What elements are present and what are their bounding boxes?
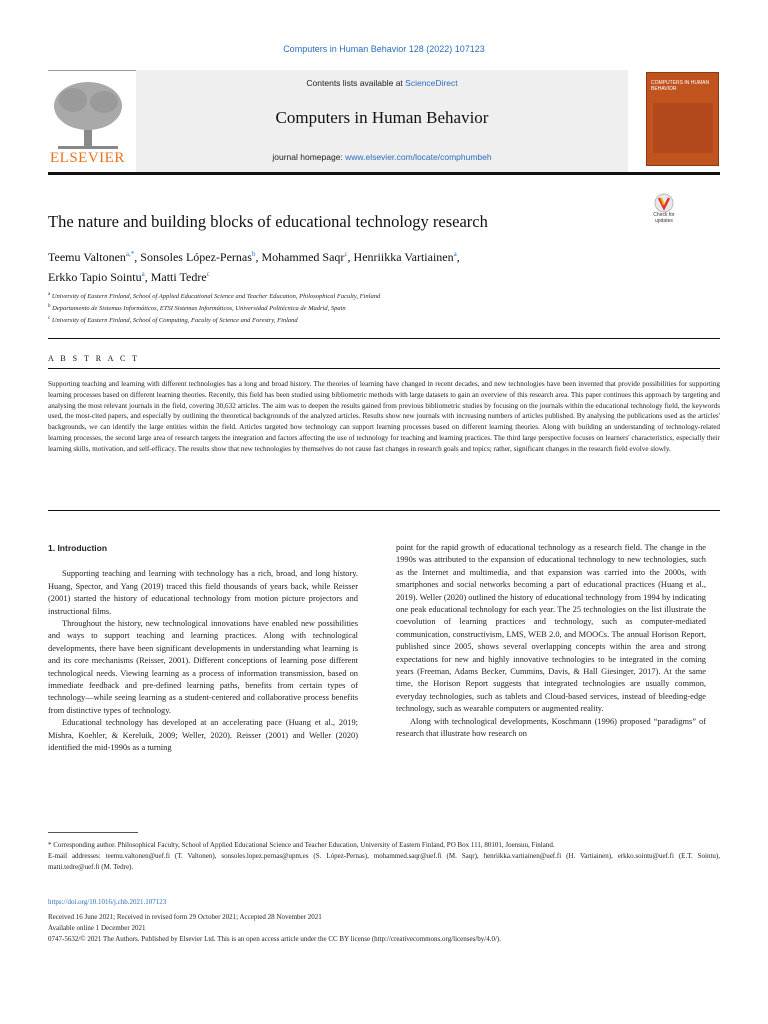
sciencedirect-link[interactable]: ScienceDirect	[405, 78, 458, 88]
affiliation-text: University of Eastern Finland, School of Computing, Faculty of Science and Forestry, Finland	[51, 317, 298, 325]
author-affil-sup[interactable]: a	[453, 250, 457, 258]
footnotes	[48, 840, 720, 873]
abstract-top-rule	[48, 368, 720, 369]
affiliation-item	[48, 314, 720, 326]
affiliation-sup: a	[48, 292, 51, 297]
header-bottom-rule	[48, 172, 720, 175]
contents-lists	[136, 78, 628, 88]
check-for-updates-button[interactable]	[646, 193, 682, 233]
email-addresses[interactable]: E-mail addresses: teemu.valtonen@uef.fi (T. Valtonen), sonsoles.lopez.pernas@upm.es (S. López-Pernas), mohammed.saqr@uef.fi (M. Saqr), henriikka.vartiainen@uef.fi (H. Vartiainen), erkko.sointu@uef.fi (E.T. Sointu), matti.tedre@uef.fi (M. Tedre).	[48, 852, 720, 871]
author-name: Mohammed Saqr	[261, 250, 345, 264]
body-left-column	[48, 542, 358, 755]
section-heading: 1. Introduction	[48, 543, 108, 553]
affiliation-text: Departamento de Sistemas Informáticos, ETSI Sistemas Informáticos, Universidad Politécnica de Madrid, Spain	[52, 305, 346, 313]
body-right-column	[396, 542, 706, 741]
paragraph: Throughout the history, new technological innovations have enabled new possibilities and ways to support teaching and learning practices. Along with technological developments, there have been significant developments in understanding what learning is and its core mechanisms (Reisser, 2001). Different conceptions of learning pose different technological needs. Viewing learning as a process of information transmission, based on immediate feedback and pre-defined learning paths, benefits from certain types of technology—while seeing learning as a student-centered and collaborative process benefits from distinctive types of technology.	[48, 619, 358, 715]
abstract-heading: A B S T R A C T	[48, 354, 140, 363]
affiliation-item	[48, 290, 720, 302]
homepage-link[interactable]: www.elsevier.com/locate/comphumbeh	[345, 152, 492, 162]
author-name: Teemu Valtonen	[48, 250, 126, 264]
paragraph: Along with technological developments, Koschmann (1996) proposed “paradigms” of research that illustrate how research on	[396, 716, 706, 739]
abstract-text: Supporting teaching and learning with different technologies has a long and broad history. The theories of learning have changed in recent decades, and new technologies have been invented that provide possibilities for supporting learning processes based on different learning theories. Recently, this field has been studied using bibliometric methods with large datasets to gain an overview of this research area. This paper continues this approach by targeting and analysing the most relevant journals in the field, covering 30,632 articles. The aim was to deepen the results gained from previous bibliometric studies by focusing on the journals within the educational technology field, the keywords used, the most-cited papers, and especially by outlining the theoretical backgrounds of the analyzed articles. Results show new journals with increasing numbers of articles published. By analysing the publications used as the articles' backgrounds, we can identify the large entities within the field. Articles targeted how technology can support learning processes based on different learning theories. Along with building an understanding of technology-related learning processes, the second large area of research targets the integration and factors affecting the use of technology for teaching and learning practices. The third large perspective focuses on learners' characteristics, especially their learning skills, motivation, and self-efficacy. The results show that new technologies by themselves do not cause fast changes in research goals and topics; rather, significant changes in the research field evolve slowly.	[48, 380, 720, 453]
author-name: Erkko Tapio Sointu	[48, 270, 142, 284]
affiliation-item	[48, 302, 720, 314]
article-title: The nature and building blocks of educational technology research	[48, 212, 488, 231]
journal-header	[48, 70, 720, 176]
journal-info-box	[136, 70, 628, 174]
received-dates: Received 16 June 2021; Received in revised form 29 October 2021; Accepted 28 November 2021	[48, 913, 322, 921]
affiliation-sup: b	[48, 304, 51, 310]
author-name: Matti Tedre	[150, 270, 207, 284]
authors-line-1: Teemu Valtonen$^{a,*}$, Sonsoles López-Pernas$^b$, Mohammed Saqr$^c$, Henriikka Vartiainen$^a$,	[48, 250, 460, 264]
author-affil-sup[interactable]: b	[251, 250, 256, 258]
author-affil-sup[interactable]: c	[344, 250, 348, 258]
affiliations-rule	[48, 338, 720, 339]
author-list	[48, 246, 668, 286]
author-name: Henriikka Vartiainen	[353, 250, 454, 264]
journal-cover-image[interactable]	[646, 72, 719, 166]
author-name: Sonsoles López-Pernas	[140, 250, 252, 264]
journal-homepage	[136, 152, 628, 162]
author-affil-sup[interactable]: a,*	[125, 250, 135, 258]
affiliation-text: University of Eastern Finland, School of Applied Educational Science and Teacher Education, Philosophical Faculty, Finland	[51, 293, 381, 301]
cover-title: COMPUTERS IN HUMAN BEHAVIOR	[651, 80, 710, 92]
paragraph: Educational technology has developed at an accelerating pace (Huang et al., 2019; Mishra, Koehler, & Kereluik, 2009; Weller, 2020). Reisser (2001) and Weller (2020) identified the mid-1990s as a turning	[48, 718, 358, 753]
journal-reference[interactable]: Computers in Human Behavior 128 (2022) 107123	[283, 44, 485, 54]
paragraph: point for the rapid growth of educational technology as a research field. The change in the 1990s was attributed to the expansion of educational technology to new technologies, such as the Internet and multimedia, and that expansion was carried into the 2000s, with smartphones and social networks becoming a part of educational practices (Huang et al., 2019). Weller (2020) outlined the history of educational technology from 1994 by indicating one peak educational technology for each year. The 25 technologies on the list illustrate the coevolution of learning practices and technology, such as computer-mediated communication, constructivism, LMS, WEB 2.0, and MOOCs. The annual Horison Report, published since 2005, shows several overlapping concepts within the area and strong expectations for new and highly innovative technologies to be integrated in the coming years (Freeman, Adams Becker, Cummins, Davis, & Hall Giesinger, 2017). At the same time, the Horison Report suggests that integrated technologies are usually common, everyday technologies, such as tablets and Cloud-based services, instead of bleeding-edge technology, such as wearable computers or augmented reality.	[396, 543, 706, 714]
available-online: Available online 1 December 2021	[48, 924, 146, 932]
check-updates-label: Check for updates	[653, 212, 675, 224]
author-affil-sup[interactable]: a	[141, 270, 145, 278]
footnote-rule	[48, 832, 138, 833]
paragraph: Supporting teaching and learning with technology has a rich, broad, and long history. Huang, Spector, and Yang (2019) traced this field thousands of years back, while Reisser (2001) started the history of educational technology from motion picture projectors and instructional films.	[48, 569, 358, 616]
abstract-bottom-rule	[48, 510, 720, 511]
homepage-prefix: journal homepage:	[272, 152, 346, 162]
affiliations	[48, 290, 720, 326]
corresponding-author-note: * Corresponding author. Philosophical Faculty, School of Applied Educational Science and Teacher Education, University of Eastern Finland, PO Box 111, 80101, Joensuu, Finland.	[48, 841, 555, 849]
check-updates-icon	[646, 193, 682, 213]
cover-artwork	[653, 103, 713, 153]
contents-prefix: Contents lists available at	[306, 78, 406, 88]
publication-history	[48, 912, 720, 945]
affiliation-sup: c	[48, 316, 51, 322]
authors-line-2: Erkko Tapio Sointu$^a$, Matti Tedre$^c$	[48, 270, 210, 284]
author-affil-sup[interactable]: c	[206, 270, 210, 278]
journal-title: Computers in Human Behavior	[275, 108, 489, 127]
elsevier-wordmark: ELSEVIER	[50, 150, 125, 166]
copyright-notice: 0747-5632/© 2021 The Authors. Published by Elsevier Ltd. This is an open access article under the CC BY license (http://creativecommons.org/licenses/by/4.0/).	[48, 935, 501, 943]
doi-link[interactable]: https://doi.org/10.1016/j.chb.2021.107123	[48, 898, 167, 906]
